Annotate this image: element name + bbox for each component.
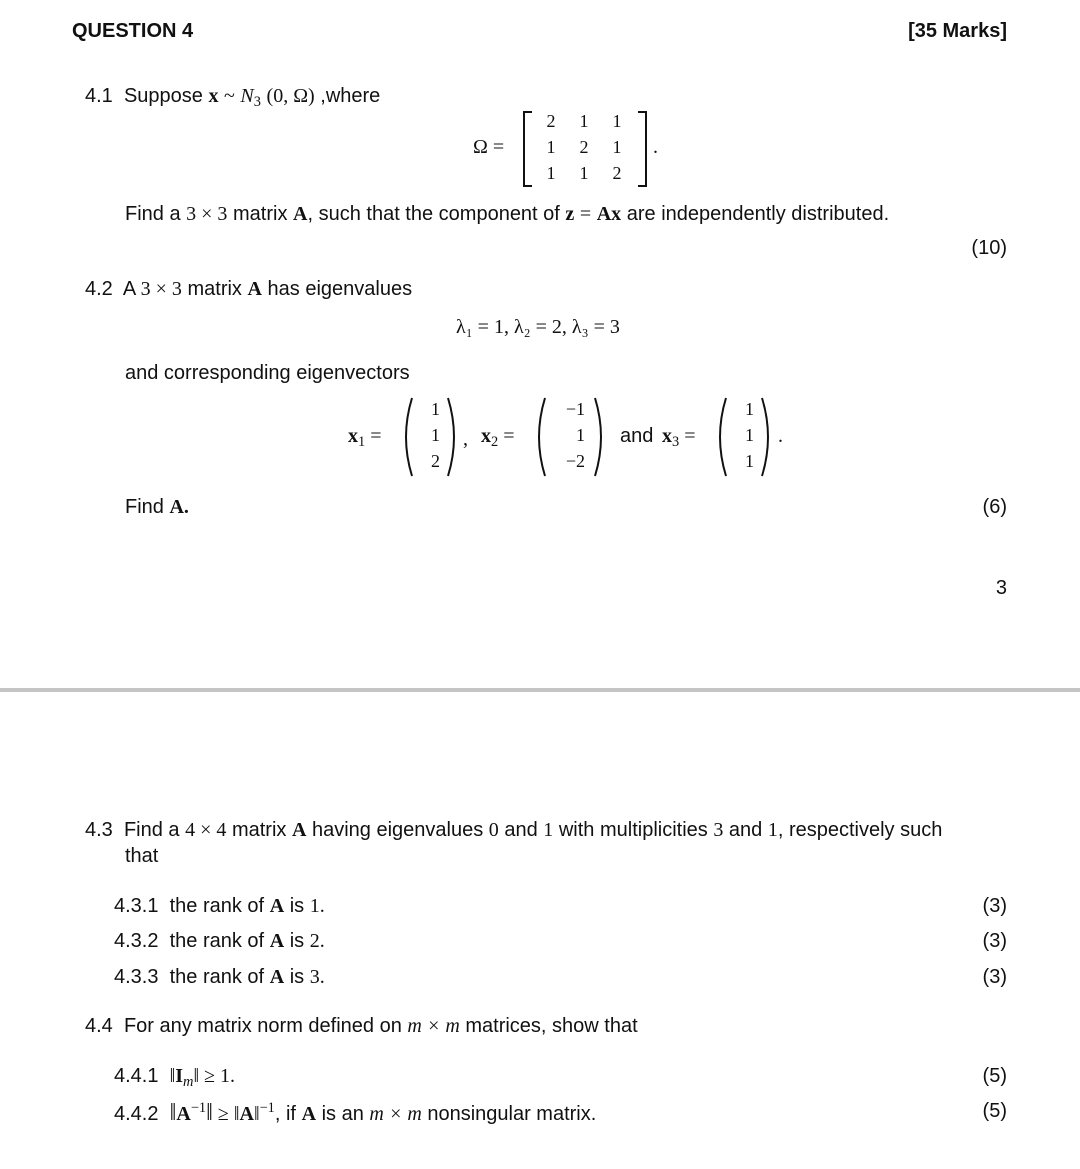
- q441-rest: ≥ 1.: [204, 1065, 236, 1087]
- q442-sup2: −1: [259, 1100, 275, 1117]
- q442-A3: A: [301, 1103, 317, 1125]
- comma-1: ,: [463, 428, 468, 450]
- q41-find-a: Find a: [125, 203, 181, 225]
- q41-x: x: [208, 85, 219, 107]
- q43-val: 1: [767, 819, 778, 841]
- q41-intro: Suppose: [123, 85, 203, 107]
- q441-m: m: [183, 1074, 194, 1091]
- x3-sub: 3: [672, 434, 680, 451]
- page-divider: [0, 688, 1080, 692]
- q42-and-corr: and corresponding eigenvectors: [125, 362, 410, 384]
- x1-cell: 1: [431, 399, 440, 419]
- omega-label: Ω =: [473, 136, 505, 158]
- q41-N-sub: 3: [253, 94, 261, 111]
- q41-marks: (10): [971, 237, 1007, 259]
- total-marks: [35 Marks]: [908, 20, 1007, 42]
- x2-sub: 2: [491, 434, 499, 451]
- q433-marks: (3): [982, 966, 1007, 988]
- q441-marks: (5): [982, 1065, 1007, 1087]
- q432-number: 4.3.2: [114, 930, 159, 952]
- vector-period: .: [778, 425, 783, 447]
- q433-A: A: [269, 966, 285, 988]
- x3-label: $x_3$ =: [662, 425, 696, 451]
- q42-number: 4.2: [85, 278, 113, 300]
- q43-A: A: [291, 819, 307, 841]
- q441-line: [114, 1065, 236, 1091]
- x2-label: $x_2$ =: [481, 425, 515, 451]
- and-word: and: [620, 425, 654, 447]
- q43-text: having eigenvalues: [311, 819, 484, 841]
- q442-line: [114, 1100, 596, 1127]
- q442-is: is an: [321, 1103, 364, 1125]
- q442-ge: ≥: [217, 1103, 229, 1125]
- q432-marks: (3): [982, 930, 1007, 952]
- page-number: 3: [995, 577, 1007, 599]
- q43-number: 4.3: [85, 819, 113, 841]
- q41-eq: =: [579, 203, 592, 225]
- q44-line: [85, 1015, 638, 1038]
- q42-A: A: [247, 278, 262, 300]
- q433-val: 3.: [309, 966, 325, 988]
- q432-is: is: [289, 930, 305, 952]
- q433-text: the rank of: [169, 966, 265, 988]
- q431-text: the rank of: [169, 895, 265, 917]
- q432-line: [114, 930, 325, 953]
- x2-cell: −2: [565, 451, 585, 471]
- q441-number: 4.4.1: [114, 1065, 159, 1087]
- question-title: QUESTION 4: [72, 20, 194, 42]
- q43-val: 1: [543, 819, 554, 841]
- omega-cell: 1: [612, 111, 622, 131]
- q42-matrix: matrix: [187, 278, 242, 300]
- q41-N: N: [240, 85, 254, 107]
- q42-lead-A: A: [122, 278, 136, 300]
- q431-number: 4.3.1: [114, 895, 159, 917]
- q41-matrix: matrix: [233, 203, 288, 225]
- eigenvalues: λ₁ = 1, λ₂ = 2, λ₃ = 3: [456, 316, 620, 338]
- x2-symbol: x: [481, 425, 491, 447]
- q42-find: Find: [125, 496, 164, 518]
- q43-text: matrix: [231, 819, 287, 841]
- q442-A: A: [176, 1103, 191, 1125]
- q41-find-line: [125, 203, 889, 226]
- q442-mxm: m × m: [369, 1103, 422, 1125]
- x1-symbol: x: [348, 425, 358, 447]
- q44-number: 4.4: [85, 1015, 113, 1037]
- q431-marks: (3): [982, 895, 1007, 917]
- q442-sup: −1: [190, 1100, 207, 1117]
- x3-cell: 1: [745, 399, 754, 419]
- q43-text: , respectively such: [777, 819, 943, 841]
- q41-sim: ~: [224, 85, 235, 107]
- q431-line: [114, 895, 325, 918]
- q43-text: with multiplicities: [558, 819, 708, 841]
- omega-matrix: [540, 111, 640, 187]
- q41-Ax: Ax: [596, 203, 622, 225]
- q441-expr: $‖I_m‖ \ge 1$.: [169, 1065, 236, 1091]
- q42-has: has eigenvalues: [267, 278, 413, 300]
- q432-text: the rank of: [169, 930, 265, 952]
- x2-vector: [553, 399, 585, 477]
- q42-find-line: [125, 496, 189, 519]
- x1-sub: 1: [358, 434, 366, 451]
- q42-line: [85, 278, 412, 301]
- omega-cell: 1: [579, 163, 589, 183]
- q42-find-A: A.: [169, 496, 189, 518]
- x1-label: $x_1$ =: [348, 425, 382, 451]
- x1-cell: 2: [431, 451, 440, 471]
- omega-cell: 1: [579, 111, 589, 131]
- q43-line1: [85, 819, 942, 842]
- x2-cell: 1: [576, 425, 585, 445]
- q432-val: 2.: [309, 930, 325, 952]
- q442-end: nonsingular matrix.: [427, 1103, 597, 1125]
- q442-number: 4.4.2: [114, 1103, 159, 1125]
- q442-if: , if: [274, 1103, 296, 1125]
- q41-where: ,where: [314, 85, 381, 107]
- q433-line: [114, 966, 325, 989]
- omega-period: .: [653, 136, 658, 158]
- omega-cell: 2: [579, 137, 589, 157]
- x3-cell: 1: [745, 425, 754, 445]
- q431-val: 1.: [309, 895, 325, 917]
- q43-text: and: [728, 819, 763, 841]
- q41-line: [85, 85, 381, 111]
- q42-dim: 3 × 3: [140, 278, 182, 300]
- x2-cell: −1: [565, 399, 585, 419]
- omega-cell: 1: [546, 163, 556, 183]
- q43-text: and: [504, 819, 538, 841]
- q42-marks: (6): [982, 496, 1007, 518]
- q43-dim: 4 × 4: [185, 819, 227, 841]
- q41-rest: , such that the component of: [307, 203, 560, 225]
- q433-number: 4.3.3: [114, 966, 159, 988]
- q43-text: Find a: [123, 819, 180, 841]
- q442-A2: A: [239, 1103, 254, 1125]
- omega-cell: 2: [612, 163, 622, 183]
- q41-number: 4.1: [85, 85, 113, 107]
- q442-marks: (5): [982, 1100, 1007, 1122]
- q44-mxm: m × m: [407, 1015, 460, 1037]
- q44-text: matrices, show that: [465, 1015, 638, 1037]
- q43-val: 3: [713, 819, 724, 841]
- omega-cell: 1: [612, 137, 622, 157]
- q431-is: is: [289, 895, 305, 917]
- omega-cell: 1: [546, 137, 556, 157]
- x3-vector: [732, 399, 754, 477]
- q432-A: A: [269, 930, 285, 952]
- q431-A: A: [269, 895, 285, 917]
- q41-dim: 3 × 3: [186, 203, 228, 225]
- x3-symbol: x: [662, 425, 672, 447]
- q43-line2: that: [125, 845, 159, 867]
- q41-args: (0, Ω): [266, 85, 315, 107]
- q441-I: I: [175, 1065, 184, 1087]
- q41-A: A: [293, 203, 308, 225]
- x1-vector: [418, 399, 440, 477]
- x3-cell: 1: [745, 451, 754, 471]
- q442-expr: $‖A^{-1}‖$ ≥ ‖A‖$^{-1}$: [169, 1100, 275, 1126]
- q41-end: are independently distributed.: [626, 203, 890, 225]
- omega-cell: 2: [546, 111, 556, 131]
- x1-cell: 1: [431, 425, 440, 445]
- q43-val: 0: [488, 819, 499, 841]
- q433-is: is: [289, 966, 305, 988]
- q41-z: z: [565, 203, 575, 225]
- q44-text: For any matrix norm defined on: [123, 1015, 402, 1037]
